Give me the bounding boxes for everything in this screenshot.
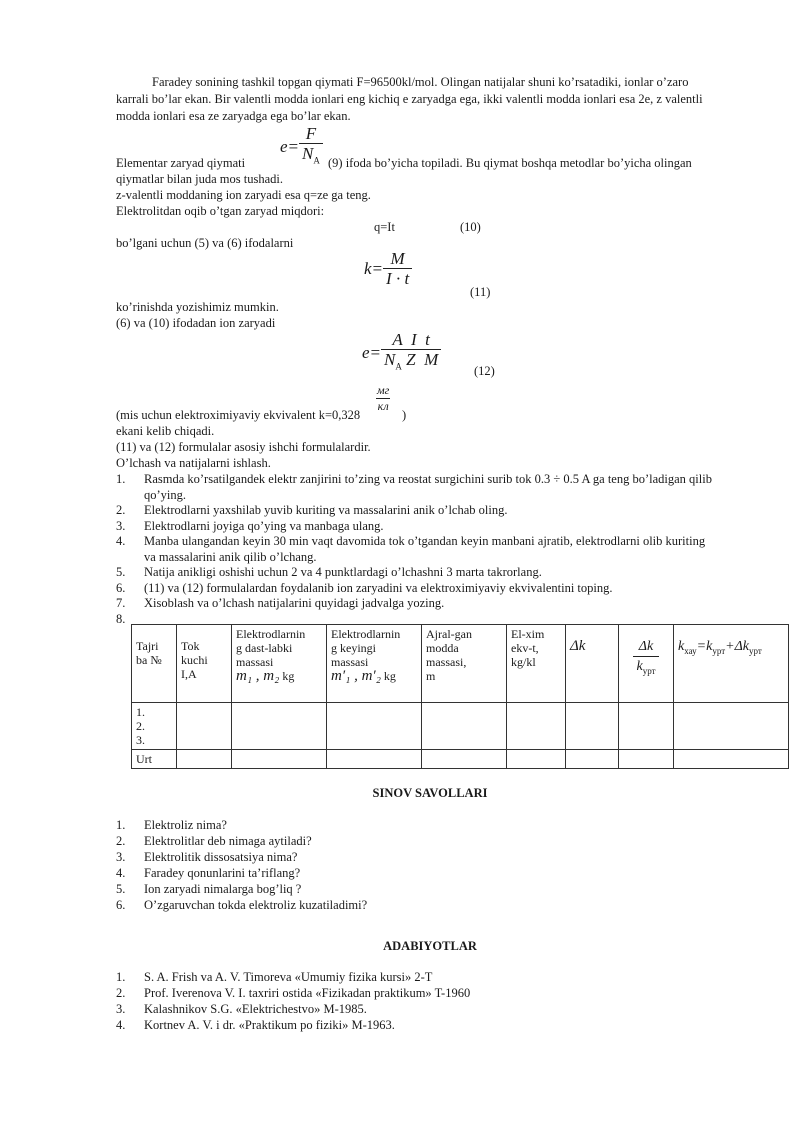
table-cell: [566, 703, 619, 750]
formula-9-lhs: e=: [280, 137, 300, 157]
reference-item-text: S. A. Frish va A. V. Timoreva «Umumiy fizika kursi» 2-T: [144, 970, 433, 984]
after-line-1: ekani kelib chiqadi.: [116, 424, 215, 438]
ion-zaryadi-line: (6) va (10) ifodadan ion zaryadi: [116, 316, 276, 330]
th-k-result-plus: +Δk: [725, 639, 750, 654]
th-trial: Tajri ba №: [132, 625, 177, 703]
question-item: [116, 833, 367, 849]
elementar-left: Elementar zaryad qiymati: [116, 156, 246, 170]
table-cell: [566, 750, 619, 769]
bolgani-line: bo’lgani uchun (5) va (6) ifodalarni: [116, 236, 294, 250]
question-item-number: 5.: [116, 882, 126, 896]
step-item: [116, 519, 748, 535]
table-cell: [177, 703, 232, 750]
question-item-text: Faradey qonunlarini ta’riflang?: [144, 866, 301, 880]
intro-line-2: karrali bo’lar ekan. Bir valentli modda ionlari eng kichiq e zaryadga ega, ikki valentli modda ionlari esa 2e, z valentli: [116, 92, 703, 106]
intro-line-3: modda ionlari esa ze zaryadga ega bo’lar ekan.: [116, 109, 351, 123]
step-text-cont: qo’ying.: [144, 487, 187, 502]
question-item-number: 1.: [116, 818, 126, 832]
after-line-3: O’lchash va natijalarni ishlash.: [116, 456, 271, 470]
adabiyot-title: ADABIYOTLAR: [383, 939, 477, 953]
intro-line-1: Faradey sonining tashkil topgan qiymati F=96500kl/mol. Olingan natijalar shuni ko’rsatadiki, ionlar o’zaro: [152, 75, 689, 89]
question-item: [116, 865, 367, 881]
question-item-text: Ion zaryadi nimalarga bog’liq ?: [144, 882, 302, 896]
table-cell: [674, 703, 789, 750]
table-cell: [422, 750, 507, 769]
th-k-result-mid: =k: [696, 639, 713, 654]
step-item: [116, 565, 748, 581]
th-final-mass-label: Elektrodlarnin g keyingi massasi: [331, 627, 401, 669]
th-relative-error-den: k: [636, 659, 643, 674]
formula-11-label: (11): [470, 285, 491, 299]
step-number: 6.: [116, 580, 126, 595]
adabiyot-list: [116, 969, 470, 1033]
step-number: 2.: [116, 503, 126, 517]
step-text: Manba ulangandan keyin 30 min vaqt davomida tok o’tgandan keyin manbani ajratib, elektrodlarni olib kuriting: [144, 534, 706, 548]
th-initial-mass-math: m₁ , m₂: [236, 668, 280, 684]
th-initial-mass-unit: kg: [282, 669, 295, 683]
formula-10-label: (10): [460, 220, 481, 234]
question-item-number: 4.: [116, 866, 126, 880]
step-item: [116, 534, 748, 565]
formula-9-numerator: F: [299, 124, 323, 144]
reference-item: [116, 1001, 470, 1017]
step-number: 3.: [116, 518, 126, 533]
formula-9-denominator-sub: A: [313, 155, 320, 166]
sinov-list: [116, 817, 367, 913]
table-cell: [619, 703, 674, 750]
table-cell: [327, 703, 422, 750]
unit-denominator: кл: [377, 399, 389, 413]
th-relative-error-den-sub: урт: [642, 665, 656, 676]
table-cell: [619, 750, 674, 769]
step-item: [116, 503, 748, 519]
step-text: Rasmda ko’rsatilgandek elektr zanjirini to’zing va reostat surgichini surib tok 0.3 ÷ 0.5 A ga teng bo’ladigan qilib: [144, 472, 712, 486]
results-table: [131, 624, 789, 769]
table-cell: [422, 703, 507, 750]
sinov-title: SINOV SAVOLLARI: [372, 786, 488, 800]
mis-right: ): [402, 408, 407, 422]
reference-item-text: Kortnev A. V. i dr. «Praktikum po fiziki» M-1963.: [144, 1018, 395, 1032]
formula-11-numerator: M: [383, 249, 412, 269]
th-separated-mass: Ajral-gan modda massasi, m: [422, 625, 507, 703]
formula-12-denominator-n: N: [384, 350, 396, 369]
unit-numerator: мг: [377, 383, 390, 397]
step-item: [116, 596, 748, 612]
step-number: 1.: [116, 472, 126, 486]
question-item: [116, 849, 367, 865]
reference-item-number: 4.: [116, 1018, 126, 1032]
elementar-right: (9) ifoda bo’yicha topiladi. Bu qiymat boshqa metodlar bo’yicha olingan: [328, 156, 692, 170]
formula-12: [362, 330, 441, 376]
th-k-result: [674, 625, 789, 703]
reference-item: [116, 969, 470, 985]
after-line-2: (11) va (12) formulalar asosiy ishchi formulalardir.: [116, 440, 371, 454]
th-final-mass: [327, 625, 422, 703]
step-number: 7.: [116, 596, 126, 610]
korinish-line: ko’rinishda yozishimiz mumkin.: [116, 300, 279, 314]
elementar-line-3: z-valentli moddaning ion zaryadi esa q=ze ga teng.: [116, 188, 371, 202]
formula-11-lhs: k=: [364, 259, 384, 278]
table-cell: [507, 750, 566, 769]
formula-12-lhs: e=: [362, 343, 382, 363]
mis-left: (mis uchun elektroximiyaviy ekvivalent k=0,328: [116, 408, 361, 422]
formula-9-denominator: N: [302, 144, 314, 163]
step-item: [116, 581, 748, 597]
question-item-text: O’zgaruvchan tokda elektroliz kuzatiladimi?: [144, 898, 368, 912]
step-text: Natija anikligi oshishi uchun 2 va 4 punktlardagi o’lchashni 3 marta takrorlang.: [144, 565, 542, 579]
reference-item: [116, 1017, 470, 1033]
step-text: Elektrodlarni yaxshilab yuvib kuriting va massalarini anik o’lchab oling.: [144, 503, 508, 517]
th-final-mass-unit: kg: [383, 669, 396, 683]
table-cell: [232, 750, 327, 769]
th-k-result-k: k: [678, 639, 685, 654]
formula-11: [364, 249, 412, 289]
table-cell: [327, 750, 422, 769]
question-item-text: Elektrolitik dissosatsiya nima?: [144, 850, 298, 864]
step-number: 8.: [116, 611, 126, 626]
formula-12-label: (12): [474, 364, 495, 378]
step-item: [116, 472, 748, 503]
step-text-cont: va massalarini anik qilib o’lchang.: [144, 549, 317, 564]
table-cell: [177, 750, 232, 769]
formula-12-denominator-rest: Z M: [401, 350, 439, 369]
step-text: (11) va (12) formulalardan foydalanib ion zaryadini va elektroximiyaviy ekvivalentini toping.: [144, 580, 613, 595]
table-cell: [674, 750, 789, 769]
step-number: 4.: [116, 534, 126, 548]
th-k-result-sub3: урт: [749, 645, 762, 656]
rows-label: 1. 2. 3.: [132, 703, 177, 750]
question-item: [116, 881, 367, 897]
reference-item-number: 2.: [116, 986, 126, 1000]
step-text: Elektrodlarni joyiga qo’ying va manbaga ulang.: [144, 518, 384, 533]
formula-11-denominator: I · t: [386, 269, 410, 288]
formula-10: q=It: [374, 220, 395, 234]
formula-12-numerator: A I t: [381, 330, 441, 350]
th-relative-error-num: Δk: [633, 637, 658, 657]
unit-fraction: [376, 383, 390, 414]
question-item-number: 3.: [116, 850, 126, 864]
reference-item-number: 1.: [116, 970, 126, 984]
th-k-result-sub1: хау: [684, 645, 697, 656]
question-item: [116, 817, 367, 833]
reference-item-number: 3.: [116, 1002, 126, 1016]
th-k-result-sub2: урт: [712, 645, 726, 656]
th-delta-k-text: Δk: [570, 638, 586, 654]
th-current: Tok kuchi I,A: [177, 625, 232, 703]
question-item-number: 2.: [116, 834, 126, 848]
avg-label: Urt: [132, 750, 177, 769]
th-delta-k: [566, 625, 619, 703]
reference-item-text: Prof. Iverenova V. I. taxriri ostida «Fizikadan praktikum» T-1960: [144, 986, 471, 1000]
table-cell: [507, 703, 566, 750]
formula-9: [280, 124, 323, 170]
question-item-text: Elektroliz nima?: [144, 818, 227, 832]
th-final-mass-math: m′₁ , m′₂: [331, 668, 381, 684]
question-item: [116, 897, 367, 913]
step-text: Xisoblash va o’lchash natijalarini quyidagi jadvalga yozing.: [144, 596, 445, 610]
step-number: 5.: [116, 565, 126, 579]
th-el-equivalent: El-xim ekv-t, kg/kl: [507, 625, 566, 703]
elementar-line-2: qiymatlar bilan juda mos tushadi.: [116, 172, 283, 186]
question-item-text: Elektrolitlar deb nimaga aytiladi?: [144, 834, 312, 848]
table-cell: [232, 703, 327, 750]
th-initial-mass: [232, 625, 327, 703]
th-relative-error: [619, 625, 674, 703]
th-initial-mass-label: Elektrodlarnin g dast-labki massasi: [236, 627, 306, 669]
formula-12-denominator-sub: A: [395, 361, 402, 372]
reference-item: [116, 985, 470, 1001]
steps-list: [116, 472, 748, 627]
reference-item-text: Kalashnikov S.G. «Elektrichestvo» M-1985.: [144, 1002, 367, 1016]
question-item-number: 6.: [116, 898, 126, 912]
elementar-line-4: Elektrolitdan oqib o’tgan zaryad miqdori:: [116, 204, 325, 218]
